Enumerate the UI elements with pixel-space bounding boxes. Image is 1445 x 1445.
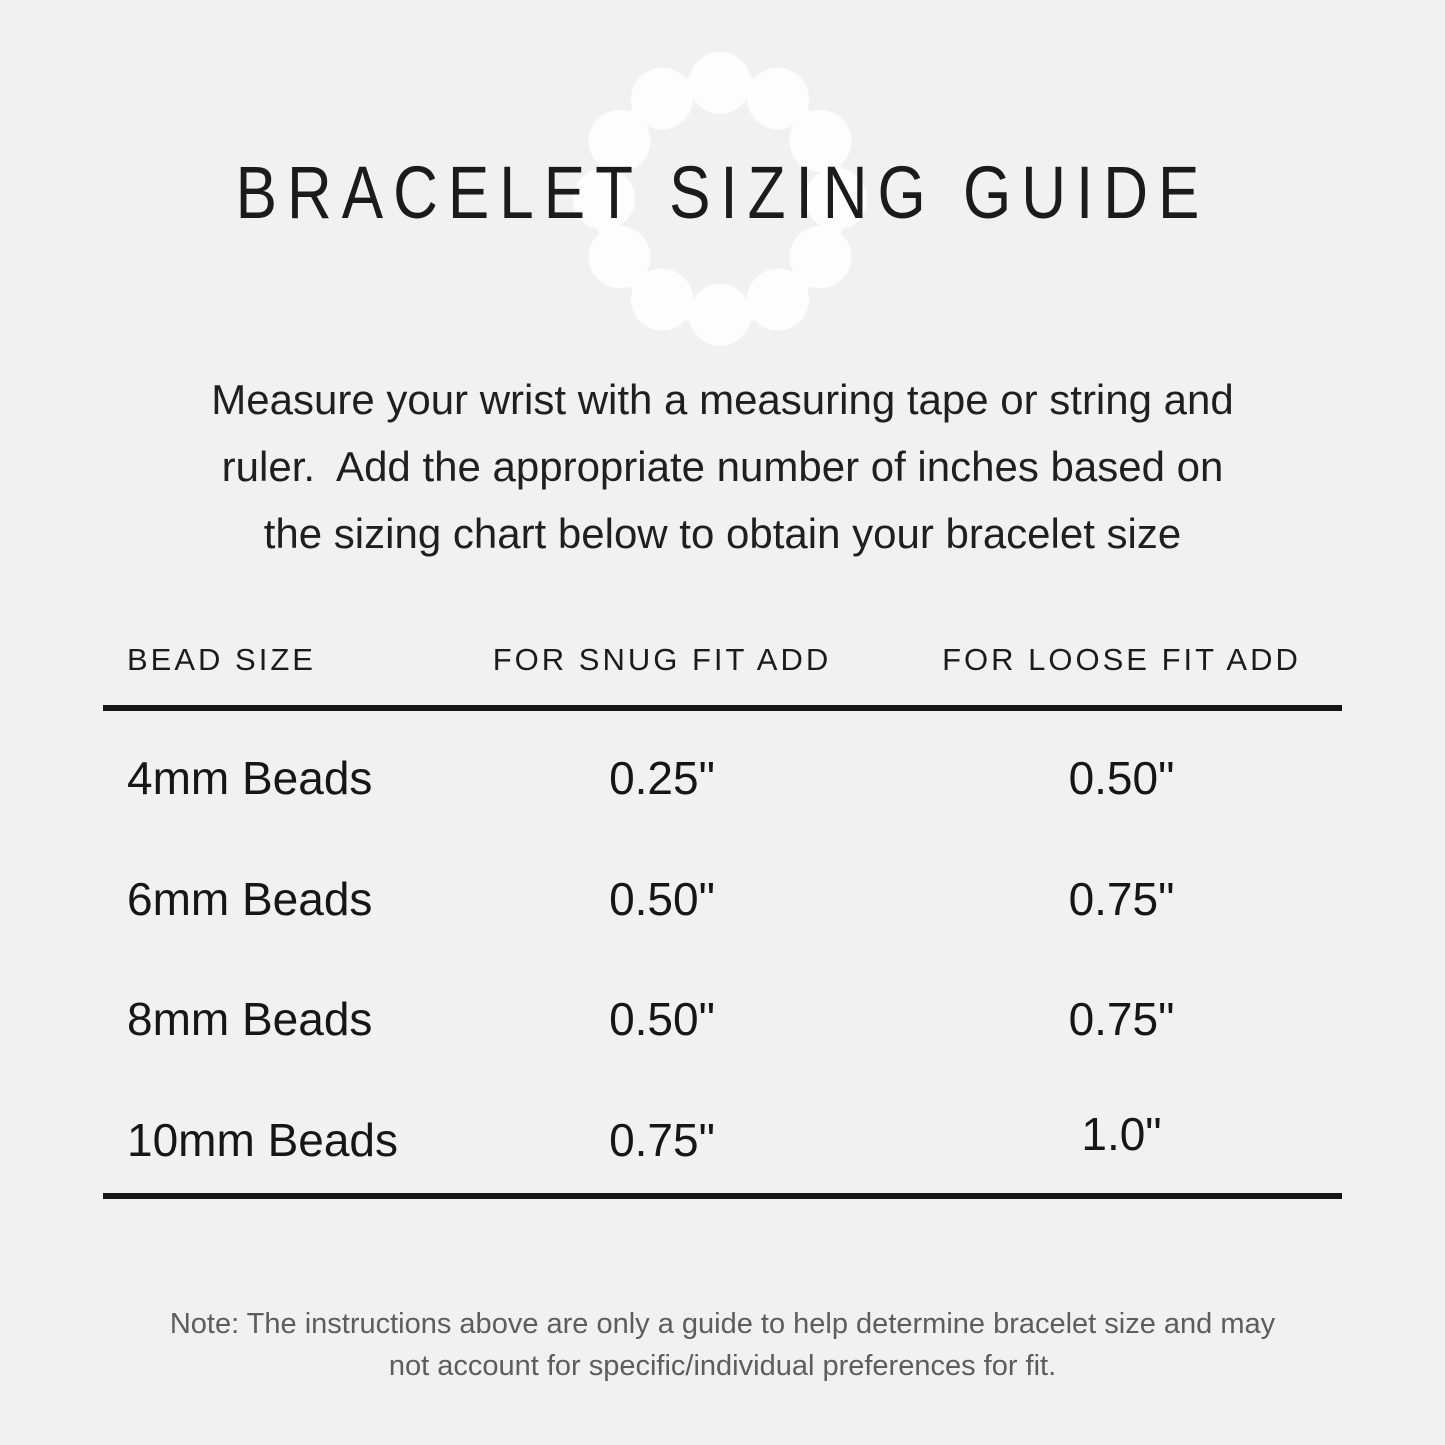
- loose-fit-cell: 1.0": [1081, 1107, 1162, 1160]
- table-row: [103, 832, 1342, 953]
- bead-size-cell: 8mm Beads: [127, 993, 373, 1046]
- column-header-bead-size: BEAD SIZE: [127, 642, 316, 677]
- title-bar: [0, 152, 1445, 235]
- bead-size-cell: 10mm Beads: [127, 1113, 399, 1166]
- snug-fit-cell: 0.25": [609, 752, 715, 805]
- table-header-row: [103, 630, 1342, 690]
- note-line: not account for specific/individual preferences for fit.: [388, 1350, 1057, 1382]
- loose-fit-cell: 0.75": [1068, 872, 1175, 925]
- note-line: Note: The instructions above are only a guide to help determine bracelet size and may: [169, 1308, 1276, 1340]
- table-row: [103, 952, 1342, 1073]
- page-title: BRACELET SIZING GUIDE: [235, 152, 1210, 235]
- note-text: [0, 1303, 1445, 1387]
- table-bottom-divider: [103, 1193, 1342, 1199]
- loose-fit-cell: 0.50": [1068, 752, 1175, 805]
- snug-fit-cell: 0.75": [609, 1113, 715, 1166]
- column-header-snug-fit: FOR SNUG FIT ADD: [492, 642, 832, 677]
- column-header-loose-fit: FOR LOOSE FIT ADD: [942, 642, 1301, 677]
- sizing-table: [103, 630, 1342, 1199]
- bead-size-cell: 4mm Beads: [127, 752, 373, 805]
- table-row: [103, 1073, 1342, 1194]
- snug-fit-cell: 0.50": [609, 872, 715, 925]
- bead-size-cell: 6mm Beads: [127, 872, 373, 925]
- loose-fit-cell: 0.75": [1068, 993, 1175, 1046]
- intro-text: [0, 366, 1445, 567]
- intro-line: Measure your wrist with a measuring tape or string and: [211, 376, 1234, 423]
- intro-line: the sizing chart below to obtain your bracelet size: [263, 510, 1182, 557]
- table-row: [103, 711, 1342, 832]
- intro-line: ruler. Add the appropriate number of inches based on: [221, 443, 1224, 490]
- snug-fit-cell: 0.50": [609, 993, 715, 1046]
